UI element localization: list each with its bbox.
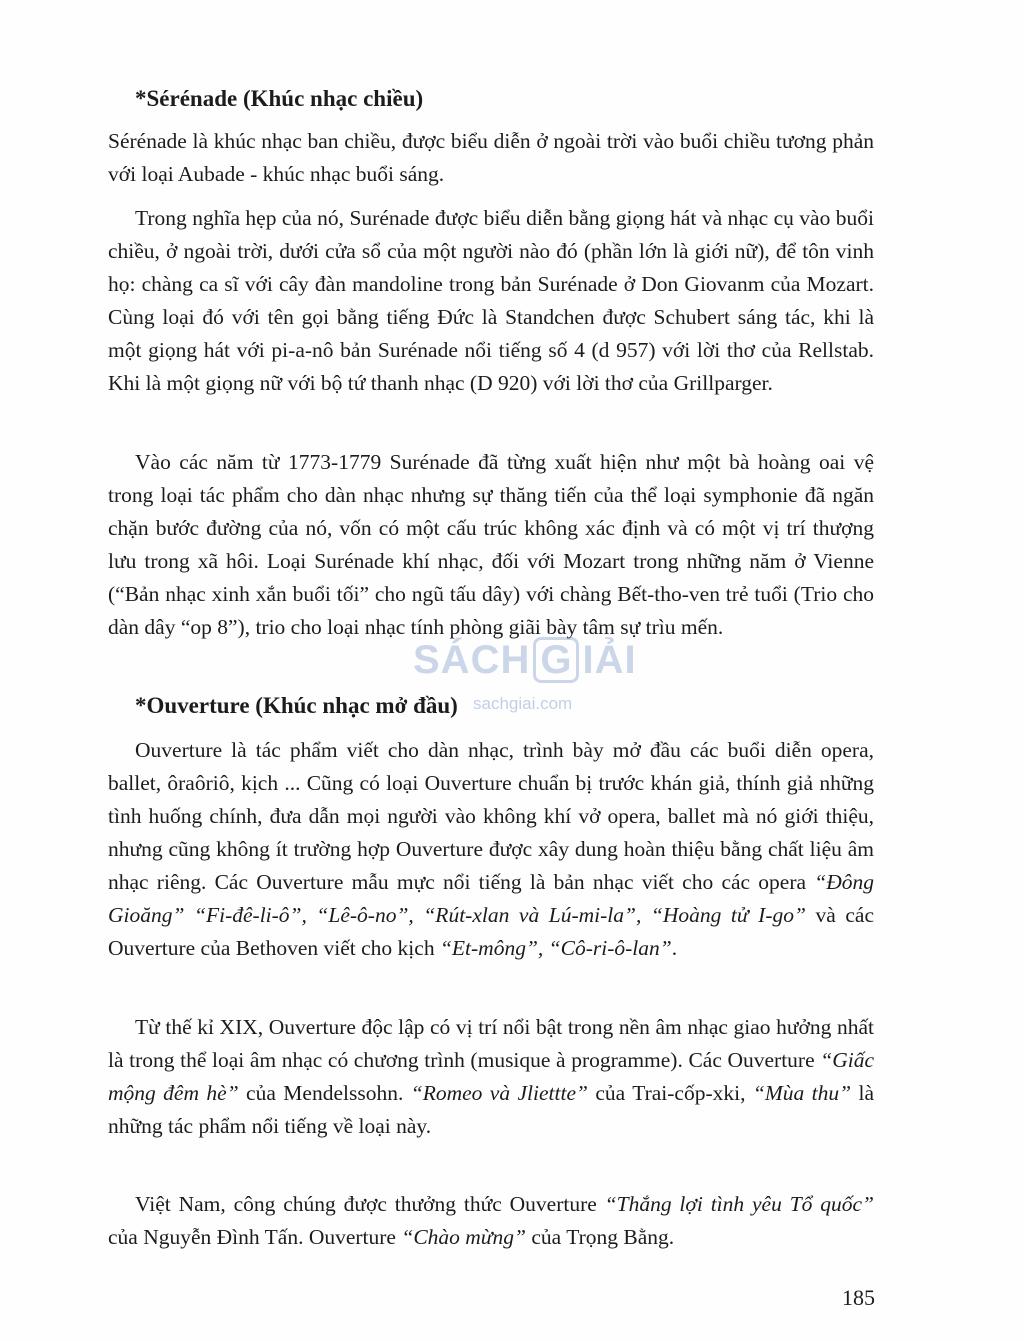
watermark-url: sachgiai.com	[473, 694, 573, 713]
paragraph-serenade-narrow-sense: Trong nghĩa hẹp của nó, Surénade được biểu diễn bằng giọng hát và nhạc cụ vào buổi chiều, ở ngoài trời, dưới cửa sổ của một người nào đó (phần lớn là giới nữ), để tôn vinh họ: chàng ca sĩ với cây đàn mandoline trong bản Surénade ở Don Giovanm của Mozart. Cùng loại đó với tên gọi bằng tiếng Đức là Standchen được Schubert sáng tác, khi là một giọng hát với pi-a-nô bản Surénade nổi tiếng số 4 (d 957) với lời thơ của Rellstab. Khi là một giọng nữ với bộ tứ thanh nhạc (D 920) với lời thơ của Grillparger.	[108, 206, 874, 395]
page-number: 185	[842, 1285, 875, 1310]
paragraph-ouverture-19th-century: Từ thế kỉ XIX, Ouverture độc lập có vị trí nổi bật trong nền âm nhạc giao hưởng nhất là trong thể loại âm nhạc có chương trình (musique à programme). Các Ouverture “Giấc mộng đêm hè” của Mendelssohn. “Romeo và Jliettte” của Trai-cốp-xki, “Mùa thu” là những tác phẩm nổi tiếng về loại này.	[108, 1015, 874, 1138]
paragraph-ouverture-definition: Ouverture là tác phẩm viết cho dàn nhạc, trình bày mở đầu các buổi diễn opera, ballet, ôraôriô, kịch ... Cũng có loại Ouverture chuẩn bị trước khán giả, thính giả những tình huống chính, đưa dẫn mọi người vào không khí vở opera, ballet mà nó giới thiệu, nhưng cũng không ít trường hợp Ouverture được xây dung hoàn thiệu bằng chất liệu âm nhạc riêng. Các Ouverture mẫu mực nổi tiếng là bản nhạc viết cho các opera “Đông Gioăng” “Fi-đê-li-ô”, “Lê-ô-no”, “Rút-xlan và Lú-mi-la”, “Hoàng tử I-go” và các Ouverture của Bethoven viết cho kịch “Et-mông”, “Cô-ri-ô-lan”.	[108, 738, 875, 960]
paragraph-serenade-definition: Sérénade là khúc nhạc ban chiều, được biểu diễn ở ngoài trời vào buổi chiều tương phản với loại Aubade - khúc nhạc buổi sáng.	[108, 129, 874, 186]
watermark-logo: SÁCH G IẢI	[413, 638, 637, 682]
paragraph-serenade-history: Vào các năm từ 1773-1779 Surénade đã từng xuất hiện như một bà hoàng oai vệ trong loại tác phẩm cho dàn nhạc nhưng sự thăng tiến của thể loại symphonie đã ngăn chặn bước đường của nó, vốn có một cấu trúc không xác định và có một vị trí thượng lưu trong xã hôi. Loại Surénade khí nhạc, đối với Mozart trong những năm ở Vienne (“Bản nhạc xinh xắn buổi tối” cho ngũ tấu dây) với chàng Bết-tho-ven trẻ tuổi (Trio cho dàn dây “op 8”), trio cho loại nhạc tính phòng giãi bày tâm sự trìu mến.	[108, 450, 874, 639]
paragraph-ouverture-vietnam: Việt Nam, công chúng được thưởng thức Ouverture “Thắng lợi tình yêu Tổ quốc” của Nguyễn Đình Tấn. Ouverture “Chào mừng” của Trọng Bằng.	[108, 1192, 874, 1249]
section-heading-ouverture: *Ouverture (Khúc nhạc mở đầu)	[135, 693, 458, 718]
section-heading-serenade: *Sérénade (Khúc nhạc chiều)	[135, 86, 424, 111]
